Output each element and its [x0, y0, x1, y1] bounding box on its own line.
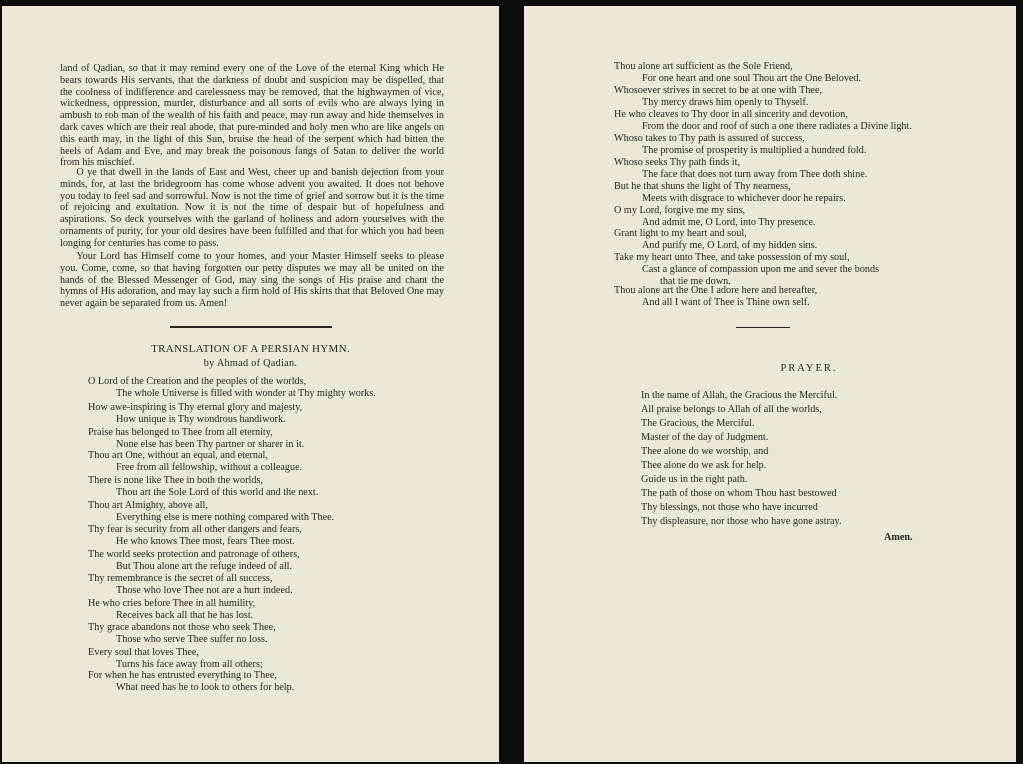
hymn-line: Whoso takes to Thy path is assured of success, — [614, 133, 805, 144]
hymn-line: Cast a glance of compassion upon me and sever the bonds — [642, 263, 880, 275]
prayer-line: Thy displeasure, nor those who have gone astray. — [641, 516, 842, 527]
prayer-line: In the name of Allah, the Gracious the Merciful. — [641, 390, 838, 401]
hymn-line: Those who love Thee not are a hurt indeed. — [116, 584, 293, 596]
hymn-stanza — [614, 205, 816, 229]
prayer-line: Master of the day of Judgment. — [641, 432, 769, 443]
hymn-stanza — [88, 622, 276, 646]
hymn-line: that tie me down. — [660, 275, 731, 287]
hymn-line: Thy mercy draws him openly to Thyself. — [642, 96, 809, 108]
hymn-line: But Thou alone art the refuge indeed of all. — [116, 560, 293, 572]
hymn-line: Turns his face away from all others; — [116, 658, 263, 670]
prayer-line: Guide us in the right path. — [641, 474, 748, 485]
hymn-line: The whole Universe is filled with wonder at Thy mighty works. — [116, 387, 376, 399]
hymn-line: Thy remembrance is the secret of all success, — [88, 573, 273, 584]
hymn-line: Every soul that loves Thee, — [88, 647, 199, 658]
hymn-line: He who cries before Thee in all humility, — [88, 598, 256, 609]
hymn-line: And admit me, O Lord, into Thy presence. — [642, 216, 816, 228]
prayer-line: Thy blessings, not those who have incurred — [641, 502, 818, 513]
hymn-line: The promise of prosperity is multiplied a hundred fold. — [642, 144, 867, 156]
hymn-line: He who knows Thee most, fears Thee most. — [116, 535, 295, 547]
hymn-stanza — [88, 450, 302, 474]
hymn-line: Thou alone art sufficient as the Sole Friend, — [614, 61, 793, 72]
prayer-line: Thee alone do we ask for help. — [641, 460, 767, 471]
hymn-line: For when he has entrusted everything to Thee, — [88, 670, 277, 681]
hymn-line: For one heart and one soul Thou art the One Beloved. — [642, 72, 862, 84]
hymn-line: From the door and roof of such a one there radiates a Divine light. — [642, 120, 912, 132]
hymn-line: Meets with disgrace to whichever door he repairs. — [642, 192, 846, 204]
hymn-stanza — [614, 109, 912, 133]
hymn-line: Thou alone art the One I adore here and hereafter, — [614, 285, 818, 296]
hymn-line: Thy grace abandons not those who seek Thee, — [88, 622, 276, 633]
hymn-stanza — [614, 85, 822, 109]
hymn-line: The face that does not turn away from Thee doth shine. — [642, 168, 868, 180]
hymn-stanza — [88, 549, 300, 573]
section-divider — [170, 326, 332, 328]
hymn-line: How awe-inspiring is Thy eternal glory and majesty, — [88, 402, 303, 413]
hymn-line: Thou art One, without an equal, and eternal, — [88, 450, 268, 461]
hymn-line: Take my heart unto Thee, and take possession of my soul, — [614, 252, 850, 263]
hymn-line: But he that shuns the light of Thy nearness, — [614, 181, 791, 192]
amen: Amen. — [884, 532, 913, 543]
right-page — [524, 6, 1016, 762]
prayer-line: Thee alone do we worship, and — [641, 446, 769, 457]
hymn-stanza — [88, 647, 263, 671]
hymn-line: Free from all fellowship, without a colleague. — [116, 461, 303, 473]
prayer-line: The Gracious, the Merciful. — [641, 418, 755, 429]
hymn-stanza — [88, 427, 304, 451]
hymn-stanza — [88, 598, 255, 622]
hymn-stanza — [614, 157, 867, 181]
hymn-stanza — [614, 252, 879, 287]
hymn-stanza — [88, 573, 293, 597]
hymn-stanza — [614, 228, 817, 252]
hymn-line: O my Lord, forgive me my sins, — [614, 205, 746, 216]
hymn-stanza — [614, 285, 817, 309]
hymn-line: Receives back all that he has lost. — [116, 609, 254, 621]
hymn-line: Whosoever strives in secret to be at one with Thee, — [614, 85, 823, 96]
hymn-title: TRANSLATION OF A PERSIAN HYMN. — [151, 343, 350, 355]
hymn-line: Whoso seeks Thy path finds it, — [614, 157, 741, 168]
hymn-line: Praise has belonged to Thee from all eternity, — [88, 427, 273, 438]
hymn-line: He who cleaves to Thy door in all sincerity and devotion, — [614, 109, 848, 120]
hymn-stanza — [88, 670, 294, 694]
hymn-stanza — [614, 181, 846, 205]
hymn-line: What need has he to look to others for help. — [116, 681, 295, 693]
hymn-line: Those who serve Thee suffer no loss. — [116, 633, 268, 645]
section-divider — [736, 327, 790, 328]
hymn-line: Grant light to my heart and soul, — [614, 228, 747, 239]
hymn-line: Everything else is mere nothing compared with Thee. — [116, 511, 335, 523]
hymn-line: There is none like Thee in both the worlds, — [88, 475, 263, 486]
hymn-line: And purify me, O Lord, of my hidden sins. — [642, 239, 818, 251]
hymn-line: None else has been Thy partner or sharer in it. — [116, 438, 305, 450]
left-page — [2, 6, 499, 762]
paragraph: land of Qadian, so that it may remind every one of the Love of the eternal King which He bears towards His servants, that the darkness of doubt and suspicion may be dispelled, that the coolness of indifference and carelessness may be removed, that the highwaymen of vice, wickedness, oppression, murder, disturbance and all sorts of evils who are always lying in ambush to rob man of the wealth of his faith and peace, may run away and hide themselves in dark caves which are their real abode, that pure-minded and holy men who are like angels on this earth may, in the light of this Sun, bruise the head of the serpent which had bitten the heels of Adam and Eve, and may break the poisonous fangs of Satan to deliver the world from his mischief. — [60, 63, 444, 169]
hymn-line: O Lord of the Creation and the peoples of the worlds, — [88, 376, 307, 387]
hymn-line: Thy fear is security from all other dangers and fears, — [88, 524, 302, 535]
paragraph: O ye that dwell in the lands of East and West, cheer up and banish dejection from your minds, for, at last the bridegroom has come whose advent you awaited. It does not behove you today to feel sad and sorrowful. Now is not the time of grief and sorrow but it is the time of rejoicing and exultation. Now it is not the time of despair but of hopefulness and aspirations. So deck yourselves with the garland of holiness and adorn yourselves with the ornaments of purity, for your old desires have been fulfilled and that for which you had been longing for centuries has come to pass. — [60, 167, 444, 249]
hymn-line: Thou art Almighty, above all, — [88, 500, 208, 511]
hymn-byline: by Ahmad of Qadian. — [203, 358, 298, 369]
hymn-stanza — [614, 133, 866, 157]
hymn-stanza — [88, 500, 334, 524]
hymn-line: And all I want of Thee is Thine own self. — [642, 296, 810, 308]
hymn-line: How unique is Thy wondrous handiwork. — [116, 413, 286, 425]
hymn-stanza — [88, 475, 318, 499]
hymn-line: The world seeks protection and patronage of others, — [88, 549, 300, 560]
hymn-stanza — [88, 524, 302, 548]
prayer-line: All praise belongs to Allah of all the worlds, — [641, 404, 822, 415]
hymn-stanza — [88, 376, 376, 400]
prayer-line: The path of those on whom Thou hast bestowed — [641, 488, 837, 499]
hymn-line: Thou art the Sole Lord of this world and the next. — [116, 486, 319, 498]
hymn-stanza — [614, 61, 861, 85]
hymn-stanza — [88, 402, 302, 426]
paragraph: Your Lord has Himself come to your homes, and your Master Himself seeks to please you. Come, come, so that having forgotten our petty disputes we may all be united on the hands of the Blessed Messenger of God, may sing the songs of His praise and chant the hymns of His adoration, and may lay such a firm hold of His skirts that that Beloved One may never again be separated from us. Amen! — [60, 251, 444, 310]
prayer-title: PRAYER. — [780, 363, 838, 374]
